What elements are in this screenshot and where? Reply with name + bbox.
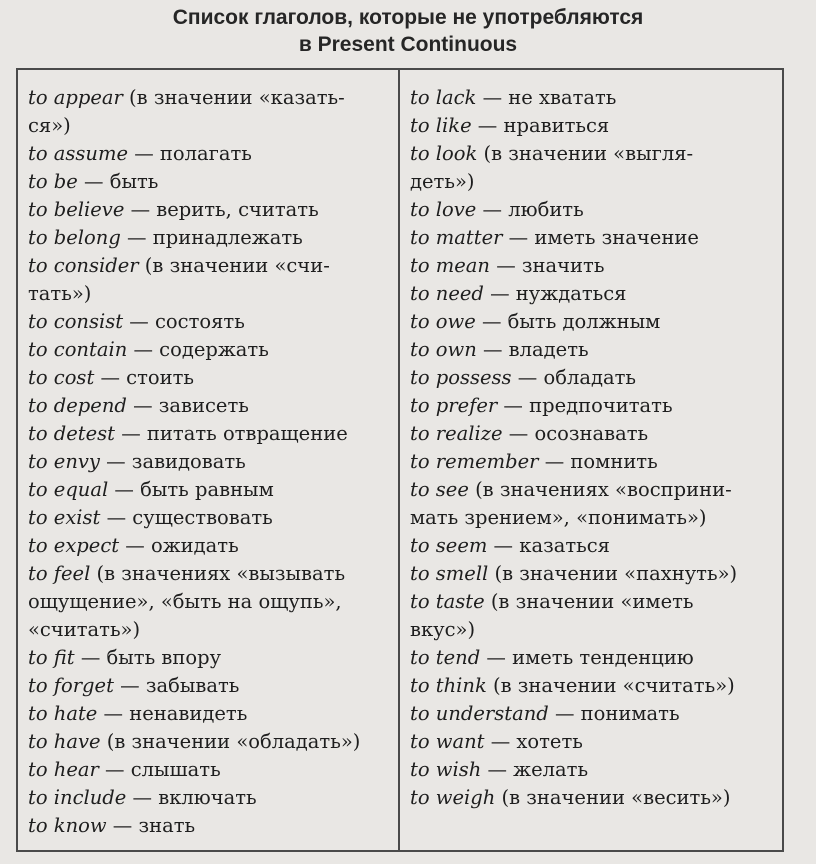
verb-entry xyxy=(410,476,776,504)
verb-entry xyxy=(410,168,776,196)
verb-translation: (в значении «счи- xyxy=(138,254,330,277)
verb-word: to taste xyxy=(410,590,485,613)
verb-entry xyxy=(28,728,392,756)
verb-word: to fit xyxy=(28,646,75,669)
verb-word: to envy xyxy=(28,450,100,473)
verb-translation: (в значении «весить») xyxy=(495,786,731,809)
verb-word: to expect xyxy=(28,534,120,557)
verb-entry xyxy=(28,392,392,420)
verb-entry xyxy=(28,252,392,280)
verb-word: to matter xyxy=(410,226,503,249)
title-line-1: Список глаголов, которые не употребляются xyxy=(172,6,644,29)
left-column xyxy=(18,70,400,850)
right-column xyxy=(400,70,782,850)
verb-translation: — состоять xyxy=(123,310,245,333)
verb-entry xyxy=(28,112,392,140)
verb-translation: — верить, считать xyxy=(124,198,319,221)
verb-word: to own xyxy=(410,338,477,361)
verb-translation: (в значении «выгля- xyxy=(477,142,694,165)
verb-word: to assume xyxy=(28,142,129,165)
verb-entry xyxy=(28,280,392,308)
verb-translation: — быть впору xyxy=(74,646,222,669)
verb-word: to realize xyxy=(410,422,503,445)
verb-translation: (в значениях «вызывать xyxy=(90,562,346,585)
verb-translation: — ненавидеть xyxy=(97,702,248,725)
verb-entry xyxy=(28,784,392,812)
verb-translation: ся») xyxy=(28,114,71,137)
verb-translation: — зависеть xyxy=(126,394,249,417)
verb-word: to mean xyxy=(410,254,490,277)
verb-entry xyxy=(410,392,776,420)
verb-word: to like xyxy=(410,114,472,137)
verb-word: to think xyxy=(410,674,487,697)
verb-entry xyxy=(28,336,392,364)
verb-translation: — включать xyxy=(126,786,257,809)
verb-entry xyxy=(28,196,392,224)
verb-translation: (в значении «казать- xyxy=(122,86,345,109)
verb-entry xyxy=(28,532,392,560)
verb-entry xyxy=(28,224,392,252)
verb-translation: (в значении «иметь xyxy=(484,590,694,613)
verb-entry xyxy=(410,672,776,700)
verb-entry xyxy=(410,532,776,560)
verb-translation: — забывать xyxy=(113,674,240,697)
verb-word: to prefer xyxy=(410,394,498,417)
verb-translation: — быть равным xyxy=(108,478,274,501)
verb-translation: — хотеть xyxy=(484,730,583,753)
verb-word: to belong xyxy=(28,226,121,249)
verb-word: to look xyxy=(410,142,478,165)
verb-entry xyxy=(28,308,392,336)
verb-translation: — обладать xyxy=(511,366,637,389)
verb-entry xyxy=(410,196,776,224)
verb-entry xyxy=(410,700,776,728)
verb-translation: — иметь тенденцию xyxy=(480,646,694,669)
verb-entry xyxy=(410,336,776,364)
verb-translation: — владеть xyxy=(476,338,589,361)
verb-entry xyxy=(28,672,392,700)
verb-word: to have xyxy=(28,730,101,753)
verb-translation: мать зрением», «понимать») xyxy=(410,506,707,529)
verb-word: to weigh xyxy=(410,786,496,809)
verb-word: to understand xyxy=(410,702,549,725)
verb-word: to appear xyxy=(28,86,123,109)
verb-word: to hear xyxy=(28,758,99,781)
verb-entry xyxy=(28,364,392,392)
title-line-2: в Present Continuous xyxy=(298,33,518,56)
verb-word: to remember xyxy=(410,450,539,473)
verb-translation: — стоить xyxy=(94,366,195,389)
verb-entry xyxy=(410,140,776,168)
verb-word: to love xyxy=(410,198,477,221)
verb-translation: — значить xyxy=(490,254,605,277)
verb-word: to consider xyxy=(28,254,139,277)
verb-word: to contain xyxy=(28,338,128,361)
verb-word: to depend xyxy=(28,394,127,417)
verb-entry xyxy=(28,616,392,644)
verb-translation: (в значении «пахнуть») xyxy=(488,562,738,585)
verb-translation: — казаться xyxy=(487,534,610,557)
verb-translation: (в значениях «восприни- xyxy=(468,478,732,501)
verb-entry xyxy=(410,420,776,448)
verb-entry xyxy=(410,504,776,532)
verb-word: to smell xyxy=(410,562,489,585)
verb-word: to detest xyxy=(28,422,116,445)
verb-entry xyxy=(28,812,392,840)
verb-word: to be xyxy=(28,170,78,193)
verb-word: to need xyxy=(410,282,484,305)
verb-word: to consist xyxy=(28,310,124,333)
verb-entry xyxy=(28,84,392,112)
verb-translation: — питать отвращение xyxy=(115,422,348,445)
verb-entry xyxy=(28,644,392,672)
verb-word: to seem xyxy=(410,534,488,557)
verb-entry xyxy=(28,504,392,532)
verb-translation: вкус») xyxy=(410,618,476,641)
verb-word: to equal xyxy=(28,478,109,501)
verb-word: to possess xyxy=(410,366,512,389)
verb-entry xyxy=(410,560,776,588)
verb-translation: — слышать xyxy=(98,758,221,781)
verb-word: to exist xyxy=(28,506,101,529)
verb-word: to wish xyxy=(410,758,482,781)
verb-translation: — желать xyxy=(481,758,589,781)
verb-entry xyxy=(410,84,776,112)
verb-entry xyxy=(28,420,392,448)
verb-translation: — нравиться xyxy=(471,114,610,137)
verb-table xyxy=(16,68,784,852)
verb-word: to tend xyxy=(410,646,481,669)
verb-entry xyxy=(410,588,776,616)
verb-translation: (в значении «обладать») xyxy=(100,730,361,753)
verb-word: to feel xyxy=(28,562,91,585)
verb-word: to hate xyxy=(28,702,98,725)
verb-word: to know xyxy=(28,814,107,837)
verb-entry xyxy=(410,784,776,812)
verb-translation: — содержать xyxy=(127,338,269,361)
verb-word: to lack xyxy=(410,86,477,109)
verb-word: to cost xyxy=(28,366,95,389)
verb-entry xyxy=(410,252,776,280)
verb-entry xyxy=(28,448,392,476)
verb-entry xyxy=(410,728,776,756)
verb-translation: — знать xyxy=(106,814,196,837)
verb-translation: — помнить xyxy=(538,450,658,473)
verb-translation: — быть xyxy=(77,170,159,193)
verb-translation: тать») xyxy=(28,282,92,305)
page-title xyxy=(0,4,816,58)
verb-translation: — нуждаться xyxy=(483,282,627,305)
verb-translation: — полагать xyxy=(128,142,252,165)
verb-word: to believe xyxy=(28,198,125,221)
verb-entry xyxy=(28,560,392,588)
verb-translation: — существовать xyxy=(100,506,273,529)
verb-word: to want xyxy=(410,730,485,753)
verb-entry xyxy=(410,364,776,392)
verb-entry xyxy=(410,308,776,336)
verb-entry xyxy=(410,756,776,784)
verb-translation: — ожидать xyxy=(119,534,239,557)
verb-translation: ощущение», «быть на ощупь», xyxy=(28,590,342,613)
verb-entry xyxy=(410,644,776,672)
verb-translation: — предпочитать xyxy=(497,394,673,417)
verb-entry xyxy=(28,140,392,168)
verb-entry xyxy=(28,700,392,728)
verb-entry xyxy=(28,588,392,616)
verb-translation: — не хватать xyxy=(476,86,617,109)
verb-translation: деть») xyxy=(410,170,475,193)
verb-translation: (в значении «считать») xyxy=(486,674,735,697)
verb-entry xyxy=(410,224,776,252)
verb-word: to include xyxy=(28,786,127,809)
verb-translation: — завидовать xyxy=(99,450,246,473)
verb-entry xyxy=(28,168,392,196)
verb-translation: «считать») xyxy=(28,618,141,641)
verb-word: to owe xyxy=(410,310,476,333)
verb-word: to see xyxy=(410,478,469,501)
verb-translation: — быть должным xyxy=(475,310,661,333)
verb-entry xyxy=(28,756,392,784)
verb-entry xyxy=(410,616,776,644)
verb-translation: — иметь значение xyxy=(502,226,699,249)
verb-translation: — понимать xyxy=(548,702,680,725)
verb-entry xyxy=(410,448,776,476)
verb-word: to forget xyxy=(28,674,114,697)
verb-translation: — любить xyxy=(476,198,584,221)
verb-entry xyxy=(410,112,776,140)
verb-translation: — осознавать xyxy=(502,422,649,445)
verb-entry xyxy=(410,280,776,308)
verb-entry xyxy=(28,476,392,504)
verb-translation: — принадлежать xyxy=(120,226,303,249)
